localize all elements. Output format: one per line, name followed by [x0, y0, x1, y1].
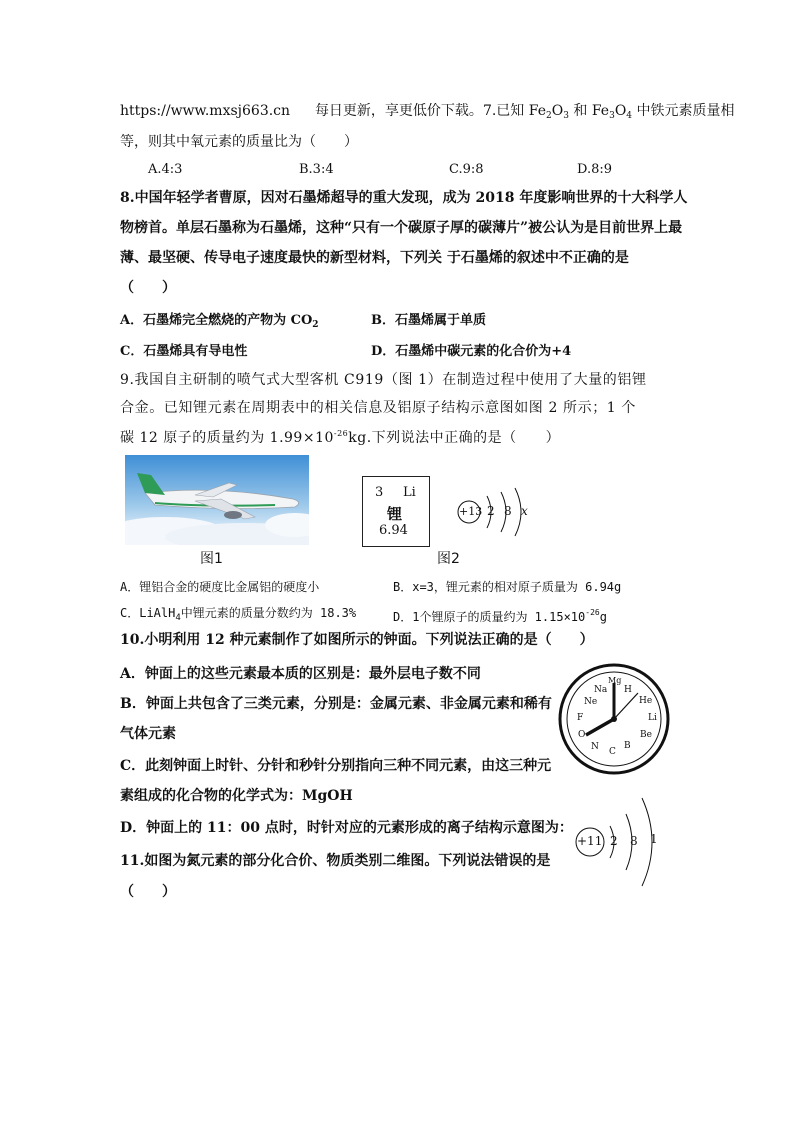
q11-line2: （ ） — [120, 884, 176, 900]
clock-element-9: F — [577, 713, 584, 723]
watermark-notice: 每日更新，享更低价下载。 — [314, 103, 483, 119]
q8-option-b[interactable]: B．石墨烯属于单质 — [371, 313, 486, 328]
clock-element-5: B — [624, 741, 631, 751]
q10-option-b-line1[interactable]: B．钟面上共包含了三类元素，分别是：金属元素、非金属元素和稀有 — [120, 696, 552, 712]
clock-element-6: C — [609, 747, 616, 757]
q9-line2: 合金。已知锂元素在周期表中的相关信息及铝原子结构示意图如图 2 所示；1 个 — [120, 400, 636, 416]
element-symbol: Li — [403, 485, 416, 500]
q7-line1: https://www.mxsj663.cn 每日更新，享更低价下载。7.已知 $Fe_2O_3$ 和 $Fe_3O_4$ 中铁元素质量相 — [120, 103, 735, 121]
clock-element-2: He — [639, 696, 653, 706]
q7-line2: 等，则其中氧元素的质量比为（ ） — [120, 134, 358, 150]
q8-line1: 8.中国年轻学者曹原，因对石墨烯超导的重大发现，成为 2018 年度影响世界的十大科学人 — [120, 190, 688, 206]
element-name: 锂 — [387, 505, 403, 523]
q8-option-d[interactable]: D．石墨烯中碳元素的化合价为+4 — [371, 344, 572, 359]
q8-line2: 物榜首。单层石墨称为石墨烯，这种“只有一个碳原子厚的碳薄片”被公认为是目前世界上最 — [120, 220, 683, 236]
q10-option-a[interactable]: A．钟面上的这些元素最本质的区别是：最外层电子数不同 — [120, 666, 481, 682]
clock-element-1: H — [624, 685, 632, 695]
shell-2-electrons: 8 — [504, 504, 512, 518]
sodium-structure-diagram — [572, 794, 664, 890]
clock-element-12: Mg — [608, 676, 622, 685]
q10-line1: 10.小明利用 12 种元素制作了如图所示的钟面。下列说法正确的是（ ） — [120, 632, 594, 648]
aluminum-atom-structure-diagram — [455, 486, 535, 538]
q9-option-a[interactable]: A．锂铝合金的硬度比金属铝的硬度小 — [120, 580, 320, 594]
ion-shell-3: 1 — [650, 832, 658, 846]
ion-shell-1: 2 — [610, 834, 618, 848]
q8-line4: （ ） — [120, 280, 176, 296]
watermark-url[interactable]: https://www.mxsj663.cn — [120, 103, 291, 119]
lithium-element-cell — [362, 476, 430, 547]
q7-option-d[interactable]: D.8:9 — [577, 162, 613, 177]
q9-line1: 9.我国自主研制的喷气式大型客机 C919（图 1）在制造过程中使用了大量的铝锂 — [120, 372, 647, 388]
q7-option-a[interactable]: A.4:3 — [148, 162, 183, 177]
ion-shell-2: 8 — [630, 834, 638, 848]
clock-element-10: Ne — [584, 697, 598, 707]
q10-option-c-line1[interactable]: C．此刻钟面上时针、分针和秒针分别指向三种不同元素，由这三种元 — [120, 758, 552, 774]
clock-element-8: O — [578, 730, 586, 740]
clock-element-3: Li — [648, 713, 657, 723]
q7-option-b[interactable]: B.3:4 — [299, 162, 334, 177]
figure-2-caption: 图2 — [437, 551, 460, 567]
figure-1-caption: 图1 — [200, 551, 223, 567]
q8-line3: 薄、最坚硬、传导电子速度最快的新型材料，下列关 于石墨烯的叙述中不正确的是 — [120, 250, 629, 266]
shell-3-electrons: x — [521, 504, 528, 518]
c919-airplane-image — [125, 455, 309, 545]
clock-element-4: Be — [640, 730, 652, 740]
q10-option-b-line2: 气体元素 — [120, 726, 176, 742]
shell-1-electrons: 2 — [487, 504, 495, 518]
q9-line3: 碳 12 原子的质量约为 $1.99\times 10^{-26}kg$.下列说法中正确的是（ ） — [120, 429, 561, 446]
element-clock-face — [558, 663, 670, 775]
q7-option-c[interactable]: C.9:8 — [449, 162, 484, 177]
atomic-number: 3 — [375, 485, 384, 500]
clock-element-7: N — [591, 742, 599, 752]
atomic-mass: 6.94 — [379, 523, 408, 538]
q9-option-c[interactable]: C．LiAlH$_4$中锂元素的质量分数约为 18.3% — [120, 606, 357, 623]
q8-option-a[interactable]: A．石墨烯完全燃烧的产物为 $CO_2$ — [120, 313, 319, 330]
q9-option-b[interactable]: B．x=3，锂元素的相对原子质量为 6.94g — [393, 580, 622, 594]
q9-option-d[interactable]: D．1个锂原子的质量约为 $1.15\times 10^{-26}g$ — [393, 608, 607, 624]
nucleus-charge: +13 — [459, 505, 483, 518]
ion-nucleus-charge: +11 — [577, 834, 603, 848]
q8-option-c[interactable]: C．石墨烯具有导电性 — [120, 344, 248, 359]
q10-option-d[interactable]: D．钟面上的 11：00 点时，时针对应的元素形成的离子结构示意图为： — [120, 820, 573, 836]
clock-element-11: Na — [594, 685, 608, 695]
q11-line1: 11.如图为氮元素的部分化合价、物质类别二维图。下列说法错误的是 — [120, 853, 551, 869]
q10-option-c-line2: 素组成的化合物的化学式为：MgOH — [120, 788, 353, 804]
